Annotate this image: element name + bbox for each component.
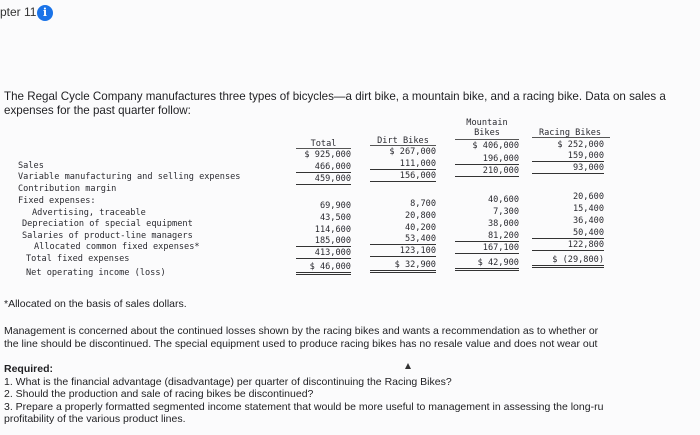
header-rule-mountain (455, 139, 519, 140)
required-item-3: 3. Prepare a properly formatted segmented income statement that would be more useful to management in assessing the long-ru (4, 400, 604, 413)
cell-mountain-allocated: 81,200 (455, 231, 519, 242)
intro-text (4, 90, 700, 118)
col-header-racing-bikes: Racing Bikes (538, 128, 602, 138)
cell-mountain-depreciation: 7,300 (493, 207, 519, 217)
cell-total-depreciation: 43,500 (319, 213, 351, 223)
header-rule-racing (532, 137, 610, 138)
cell-mountain-sales: $ 406,000 (472, 141, 519, 151)
cell-dirt-total-fixed: 123,100 (370, 246, 436, 257)
cell-total-allocated: 185,000 (296, 236, 351, 247)
cell-racing-depreciation: 15,400 (572, 204, 604, 214)
cell-mountain-salaries: 38,000 (487, 219, 519, 229)
cell-mountain-net-income: $ 42,900 (455, 258, 519, 271)
row-label-salaries: Salaries of product-line managers (22, 231, 193, 241)
cell-mountain-contribution: 210,000 (455, 166, 519, 177)
row-label-contribution: Contribution margin (18, 184, 117, 194)
management-line-2: the line should be discontinued. The special equipment used to produce racing bikes has no resale value and does not wear out (4, 337, 598, 350)
management-paragraph (4, 325, 700, 350)
cell-racing-advertising: 20,600 (572, 192, 604, 202)
cell-total-variable: 466,000 (296, 162, 351, 173)
management-line-1: Management is concerned about the continued losses shown by the racing bikes and wants a recommendation as to whether or (4, 325, 599, 337)
col-header-mountain-bikes: Mountain Bikes (466, 118, 508, 138)
required-title: Required: (4, 363, 54, 375)
cell-dirt-allocated: 53,400 (370, 234, 436, 245)
cell-dirt-sales: $ 267,000 (389, 147, 436, 157)
cell-racing-variable: 159,000 (532, 151, 604, 162)
cell-mountain-total-fixed: 167,100 (455, 243, 519, 254)
cell-racing-salaries: 36,400 (572, 216, 604, 226)
required-item-2: 2. Should the production and sale of racing bikes be discontinued? (4, 388, 314, 400)
cell-dirt-depreciation: 20,800 (404, 211, 436, 221)
cell-racing-net-income: $ (29,800) (532, 255, 604, 268)
header-rule-dirt (370, 145, 436, 146)
cell-racing-sales: $ 252,000 (557, 140, 604, 150)
top-bar (0, 0, 700, 26)
cell-total-sales: $ 925,000 (304, 150, 351, 160)
cell-racing-total-fixed: 122,800 (532, 240, 604, 251)
cell-racing-contribution: 93,000 (532, 163, 604, 174)
col-header-total: Total (310, 139, 337, 149)
cell-total-net-income: $ 46,000 (296, 262, 351, 275)
chapter-title: pter 11 (0, 5, 37, 19)
cell-dirt-net-income: $ 32,900 (370, 260, 436, 273)
row-label-allocated: Allocated common fixed expenses* (34, 242, 200, 252)
cell-total-advertising: 69,900 (319, 201, 351, 211)
intro-line-2: expenses for the past quarter follow: (4, 104, 191, 117)
info-icon[interactable]: i (37, 5, 53, 21)
required-item-3-cont: profitability of the various product lines. (4, 413, 186, 425)
row-label-fixed: Fixed expenses: (18, 196, 96, 206)
row-label-net-income: Net operating income (loss) (26, 268, 166, 278)
cell-dirt-advertising: 8,700 (410, 199, 436, 209)
row-label-total-fixed: Total fixed expenses (26, 254, 130, 264)
cell-mountain-variable: 196,000 (455, 154, 519, 165)
cell-total-contribution: 459,000 (296, 174, 351, 185)
col-header-dirt-bikes: Dirt Bikes (377, 136, 429, 146)
header-rule-total (296, 148, 351, 149)
row-label-sales: Sales (18, 161, 44, 171)
row-label-variable: Variable manufacturing and selling expenses (18, 172, 241, 182)
row-label-advertising: Advertising, traceable (32, 208, 146, 218)
cell-total-total-fixed: 413,000 (296, 248, 351, 259)
cell-dirt-contribution: 156,000 (370, 171, 436, 182)
cell-dirt-salaries: 40,200 (404, 223, 436, 233)
row-label-depreciation: Depreciation of special equipment (22, 219, 193, 229)
intro-line-1: The Regal Cycle Company manufactures three types of bicycles—a dirt bike, a mountain bike, and a racing bike. Data on sales a (4, 90, 666, 103)
required-section (4, 363, 700, 426)
cell-mountain-advertising: 40,600 (487, 195, 519, 205)
cell-total-salaries: 114,600 (314, 225, 351, 235)
required-item-1: 1. What is the financial advantage (disadvantage) per quarter of discontinuing the Racing Bikes? (4, 375, 452, 388)
cell-dirt-variable: 111,000 (370, 159, 436, 170)
cell-racing-allocated: 50,400 (532, 228, 604, 239)
footnote: *Allocated on the basis of sales dollars. (4, 298, 187, 310)
